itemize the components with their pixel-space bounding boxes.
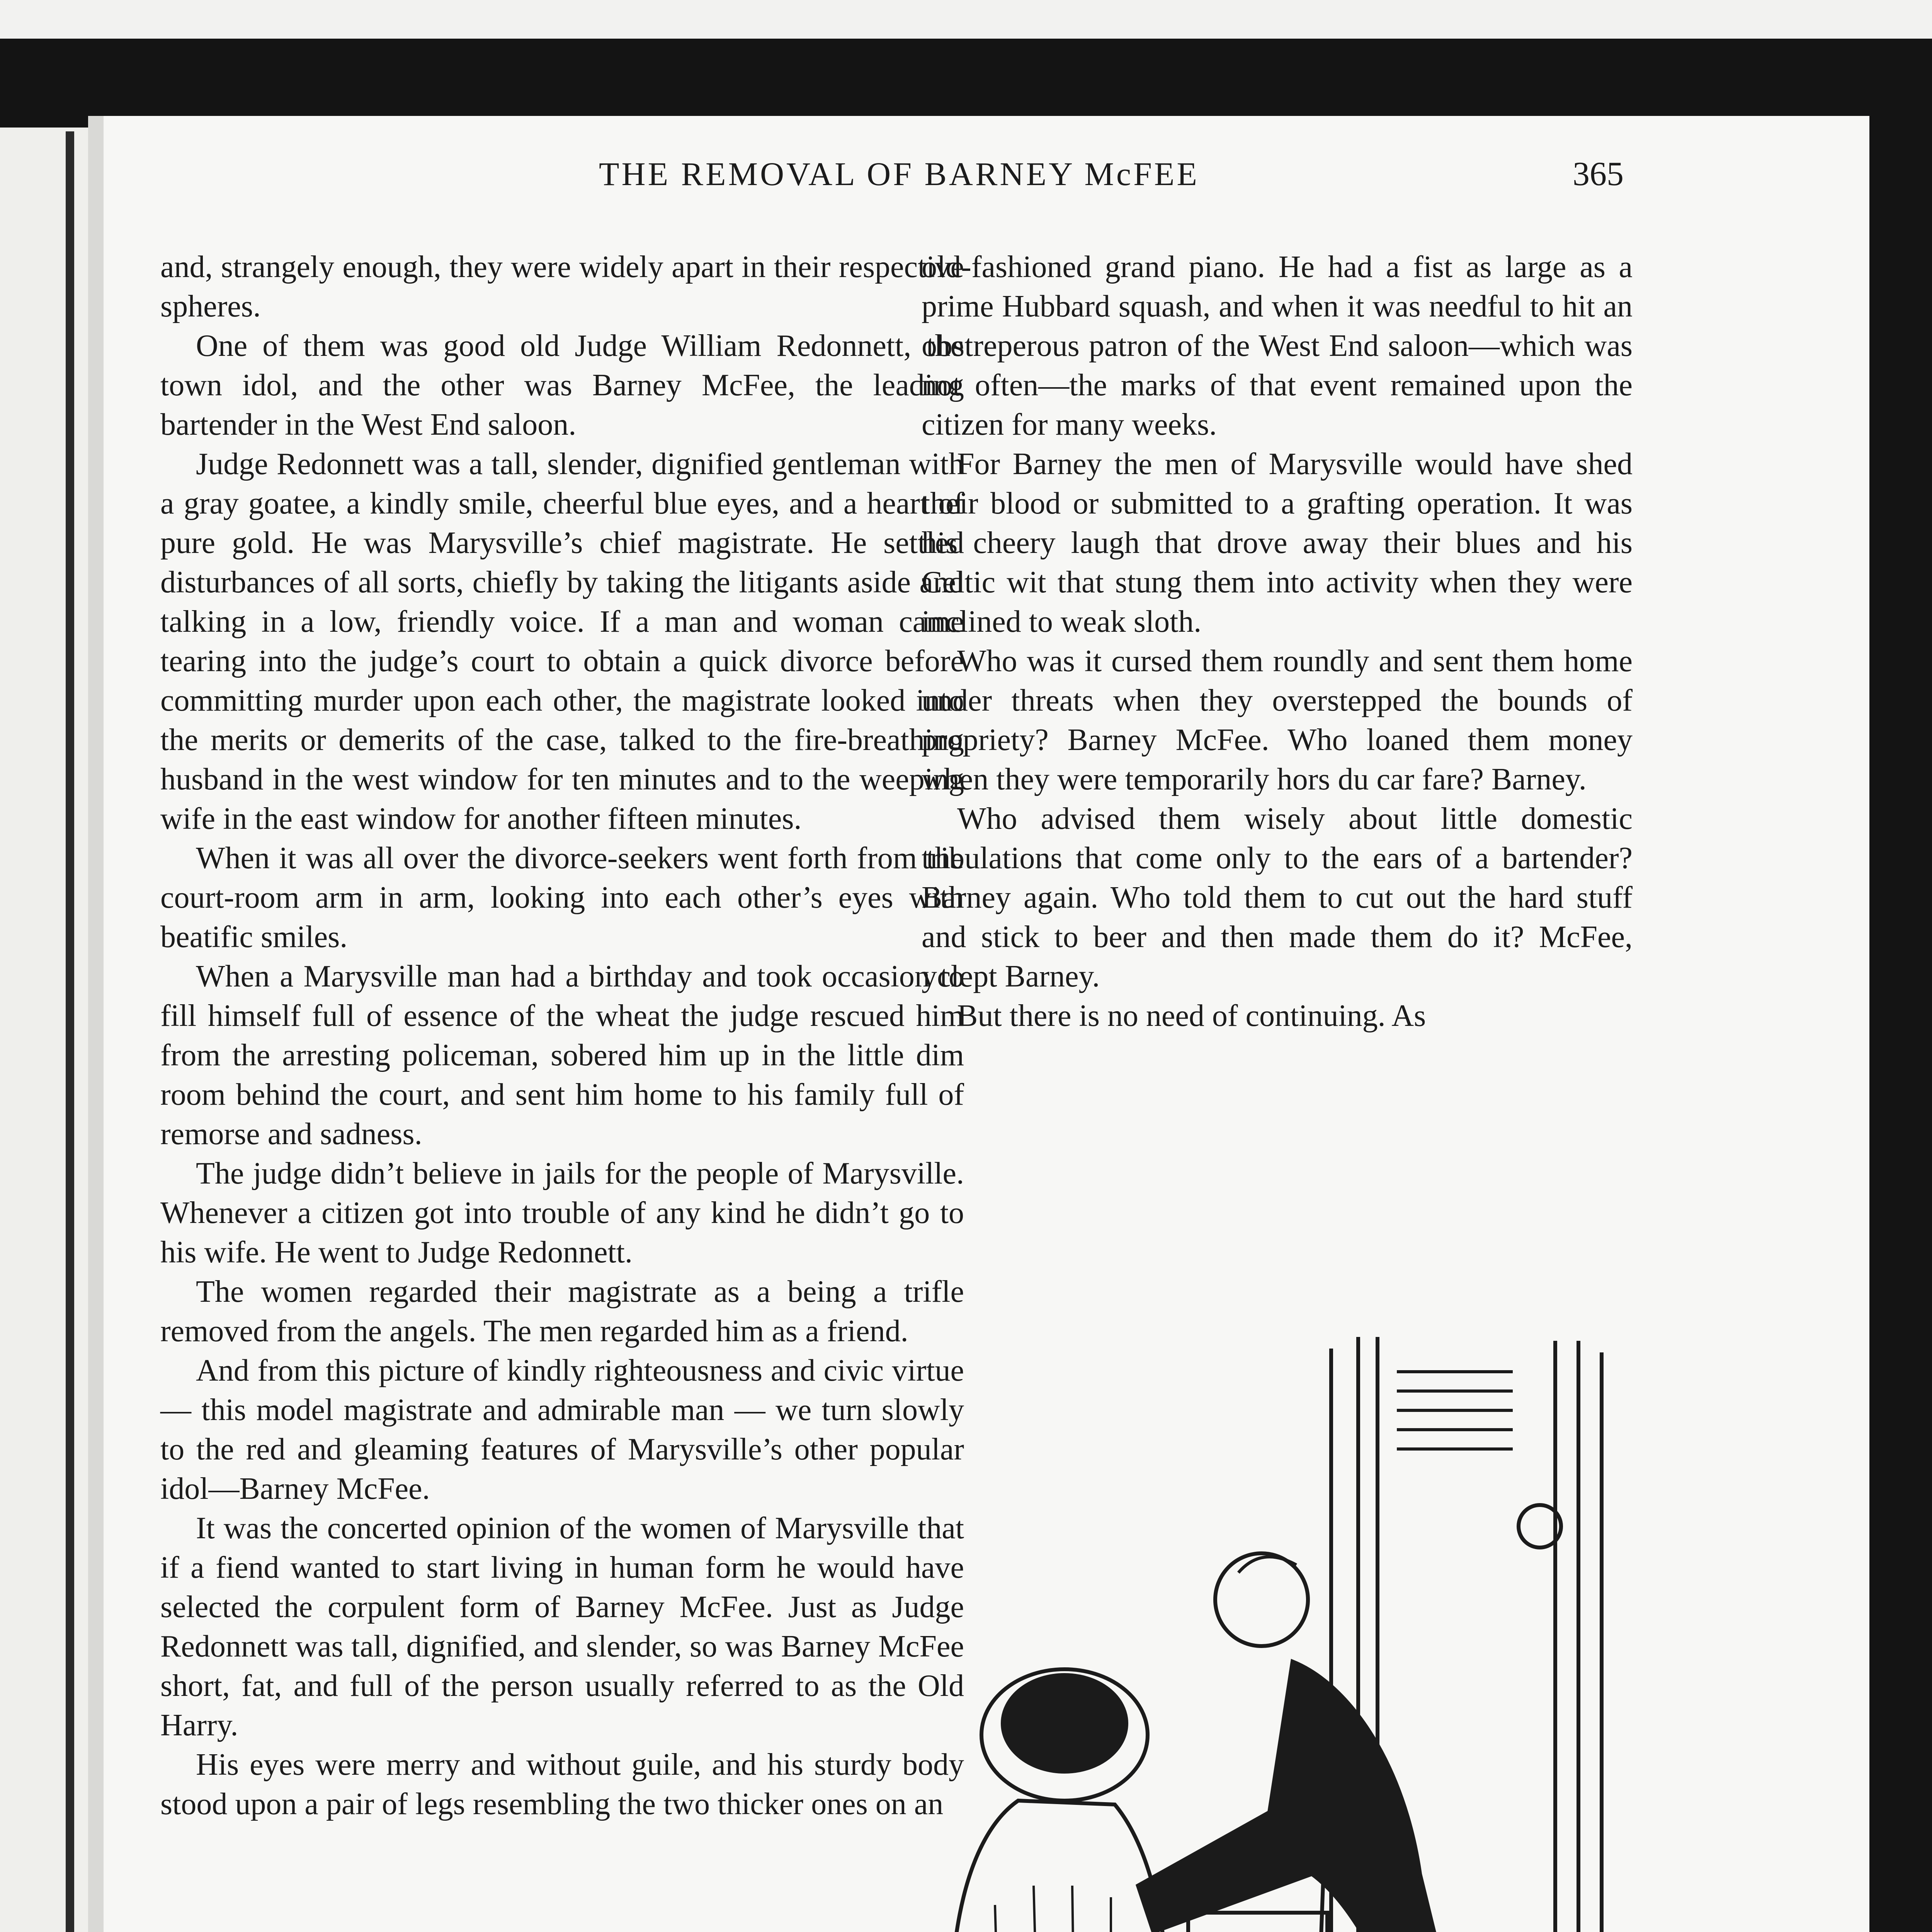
paragraph: The women regarded their magistrate as a being a trifle removed from the angels. The men regarded him as a friend.	[160, 1275, 964, 1348]
paragraph: When a Marysville man had a birthday and took occasion to fill himself full of essence of the wheat the judge rescued him from the arresting policeman, sobered him up in the little dim room behind the court, and sent him home to his family full of remorse and sadness.	[160, 959, 964, 1151]
paragraph: old-fashioned grand piano. He had a fist as large as a prime Hubbard squash, and when it was needful to hit an obstreperous patron of the West End saloon—which was not often—the marks of that event remained upon the citizen for many weeks.	[922, 250, 1633, 442]
right-text-column	[922, 247, 1633, 1236]
page-spine-shadow	[88, 116, 104, 1932]
paragraph: For Barney the men of Marysville would have shed their blood or submitted to a grafting operation. It was his cheery laugh that drove away their blues and his Celtic wit that stung them into activity when they were inclined to weak sloth.	[922, 447, 1633, 639]
paragraph: and, strangely enough, they were widely apart in their respective spheres.	[160, 250, 964, 323]
paragraph: Who advised them wisely about little domestic tribulations that come only to the ears of a bartender? Barney again. Who told them to cut out the hard stuff and stick to beer and then made them do it? McFee, yclept Barney.	[922, 802, 1633, 993]
paragraph: One of them was good old Judge William Redonnett, the town idol, and the other was Barney McFee, the leading bartender in the West End saloon.	[160, 329, 964, 442]
book-gutter	[66, 131, 74, 1932]
top-paper-strip	[0, 0, 1932, 39]
page-number: 365	[1573, 155, 1624, 193]
paragraph: But there is no need of continuing. As	[957, 999, 1426, 1033]
paragraph: And from this picture of kindly righteousness and civic virtue — this model magistrate and admirable man — we turn slowly to the red and gleaming features of Marysville’s other popular idol—Barney McFee.	[160, 1354, 964, 1506]
illustration-judge-and-woman	[922, 1287, 1633, 1932]
paragraph: The judge didn’t believe in jails for the people of Marysville. Whenever a citizen got into trouble of any kind he didn’t go to his wife. He went to Judge Redonnett.	[160, 1156, 964, 1269]
paragraph: When it was all over the divorce-seekers went forth from the court-room arm in arm, looking into each other’s eyes with beatific smiles.	[160, 841, 964, 954]
paragraph: His eyes were merry and without guile, and his sturdy body stood upon a pair of legs resembling the two thicker ones on an	[160, 1748, 964, 1821]
paragraph: Judge Redonnett was a tall, slender, dignified gentleman with a gray goatee, a kindly smile, cheerful blue eyes, and a heart of pure gold. He was Marysville’s chief magistrate. He settled disturbances of all sorts, chiefly by taking the litigants aside and talking in a low, friendly voice. If a man and woman came tearing into the judge’s court to obtain a quick divorce before committing murder upon each other, the magistrate looked into the merits or demerits of the case, talked to the fire-breathing husband in the west window for ten minutes and to the weeping wife in the east window for another fifteen minutes.	[160, 447, 964, 836]
paragraph: Who was it cursed them roundly and sent them home under threats when they overstepped the bounds of propriety? Barney McFee. Who loaned them money when they were temporarily hors du car fare? Barney.	[922, 644, 1633, 796]
running-head: THE REMOVAL OF BARNEY McFEE	[599, 155, 1199, 192]
facing-page-edge	[0, 128, 88, 1932]
paragraph: It was the concerted opinion of the women of Marysville that if a fiend wanted to start living in human form he would have selected the corpulent form of Barney McFee. Just as Judge Redonnett was tall, dignified, and slender, so was Barney McFee short, fat, and full of the person usually referred to as the Old Harry.	[160, 1511, 964, 1742]
left-text-column	[160, 247, 964, 1932]
